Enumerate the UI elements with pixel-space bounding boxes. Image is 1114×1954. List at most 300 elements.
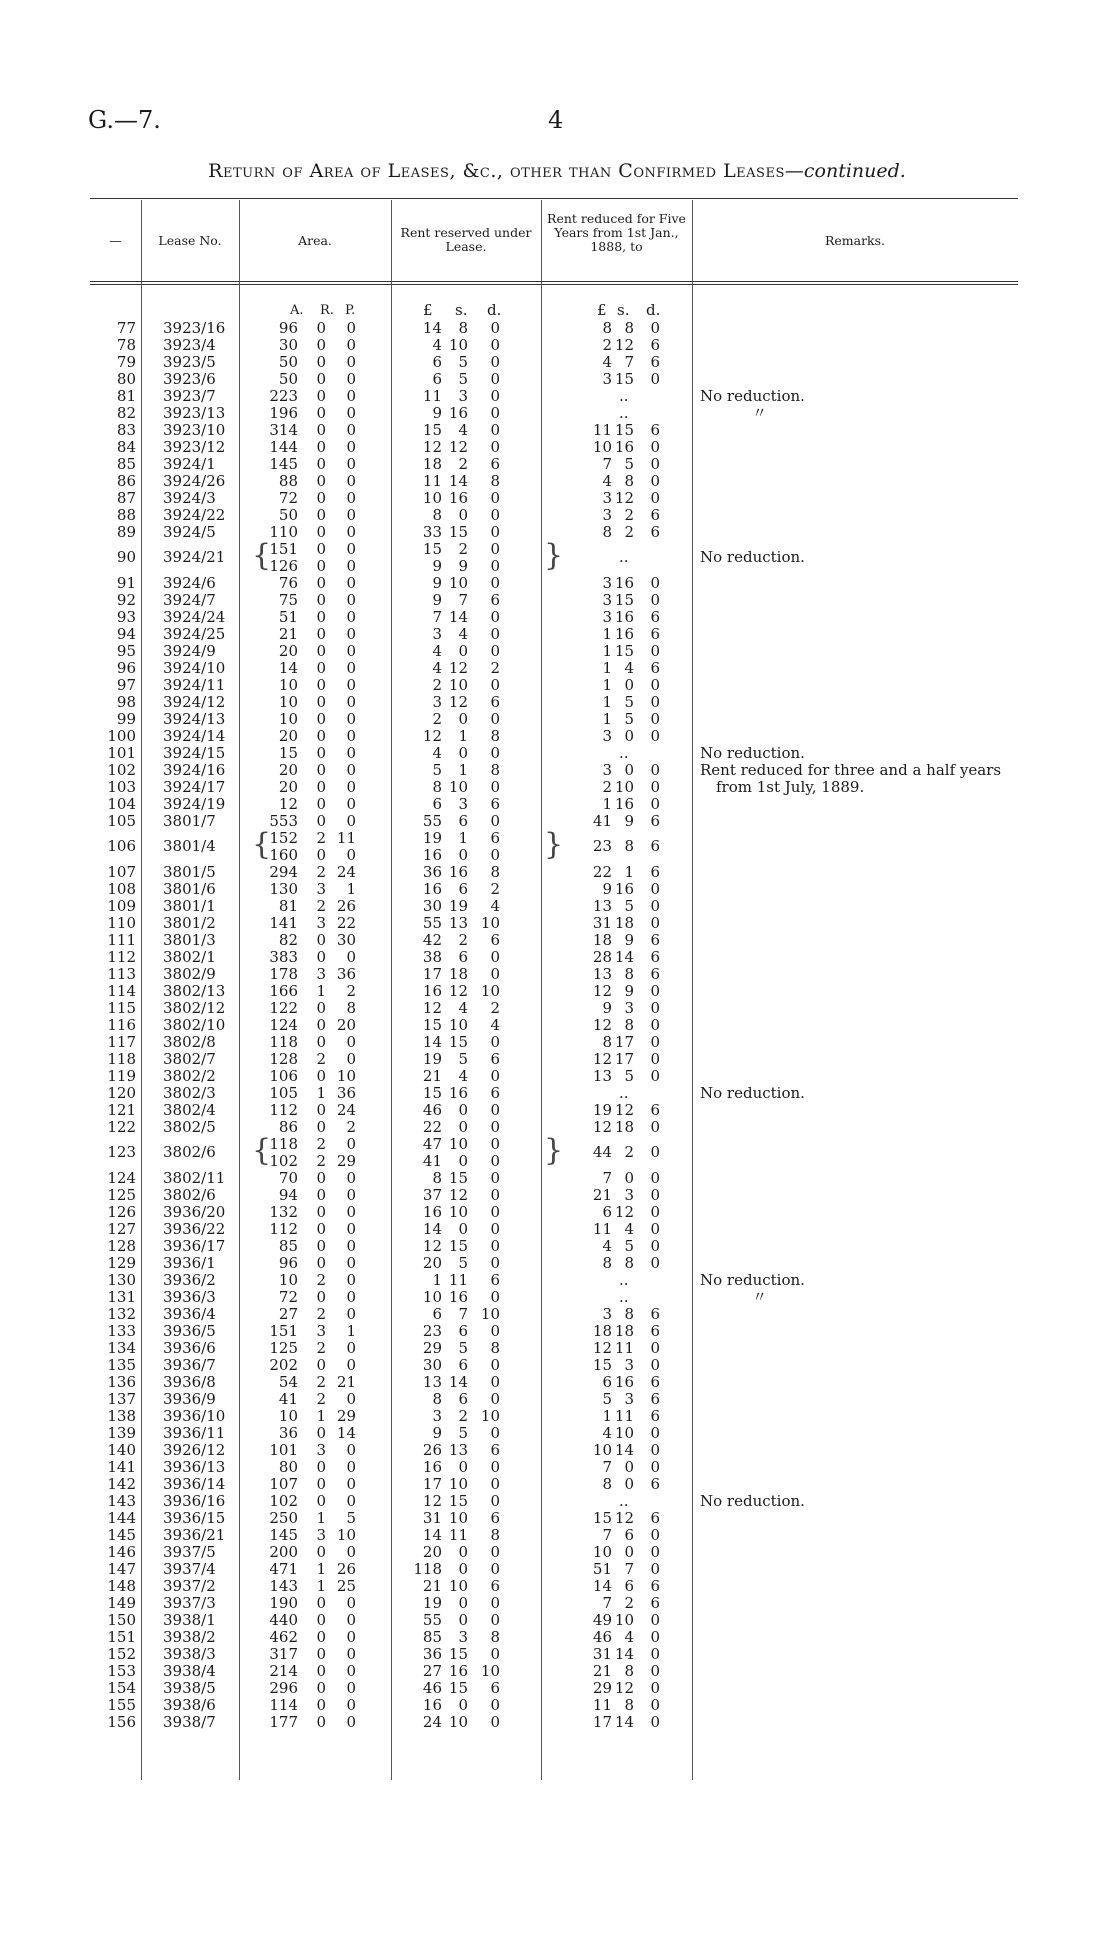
reduced-rent-value: 1	[602, 795, 612, 813]
row-number: 91	[116, 574, 136, 592]
rent-value: 6	[490, 591, 500, 609]
rent-value: 27	[422, 1662, 442, 1680]
rent-value: 7	[458, 591, 468, 609]
rent-value: 9	[432, 574, 442, 592]
row-number: 81	[116, 387, 136, 405]
rent-value: 55	[422, 914, 442, 932]
area-value: 125	[269, 1339, 298, 1357]
area-value: 553	[269, 812, 298, 830]
row-number: 88	[116, 506, 136, 524]
header-rent-reduced: Rent reduced for Five Years from 1st Jan., 1888, to	[547, 211, 686, 254]
area-value: 80	[278, 1458, 298, 1476]
area-value: 196	[269, 404, 298, 422]
table-row	[0, 745, 1114, 762]
rent-value: 2	[490, 999, 500, 1017]
area-value: 0	[346, 1169, 356, 1187]
area-value: 118	[269, 1033, 298, 1051]
area-value: 20	[278, 761, 298, 779]
reduced-rent-value: 8	[624, 1254, 634, 1272]
area-value: 0	[346, 472, 356, 490]
reduced-rent-value: 0	[650, 1118, 660, 1136]
remark: 〃	[752, 404, 768, 422]
rent-value: 8	[490, 761, 500, 779]
area-value: 0	[346, 557, 356, 575]
row-number: 100	[107, 727, 136, 745]
area-value: 70	[278, 1169, 298, 1187]
area-value: 112	[269, 1101, 298, 1119]
rent-value: 6	[490, 1441, 500, 1459]
lease-number: 3924/10	[163, 659, 226, 677]
rent-value: 0	[490, 1543, 500, 1561]
lease-number: 3801/5	[163, 863, 216, 881]
rent-value: 0	[490, 1220, 500, 1238]
table-row	[0, 1323, 1114, 1340]
reduced-rent-value: 0	[624, 761, 634, 779]
row-number: 135	[107, 1356, 136, 1374]
area-value: 314	[269, 421, 298, 439]
area-value: 0	[346, 1645, 356, 1663]
area-value: 81	[278, 897, 298, 915]
reduced-rent-value: 6	[650, 625, 660, 643]
rent-value: 11	[422, 387, 442, 405]
lease-number: 3924/5	[163, 523, 216, 541]
reduced-rent-value: 3	[624, 1390, 634, 1408]
table-row	[0, 1459, 1114, 1476]
rent-value: 0	[490, 846, 500, 864]
rent-value: 8	[432, 778, 442, 796]
reduced-rent-value: 16	[614, 880, 634, 898]
rent-value: 10	[422, 489, 442, 507]
row-number: 127	[107, 1220, 136, 1238]
reduced-rent-value: 3	[602, 370, 612, 388]
rent-value: 12	[448, 982, 468, 1000]
reduced-rent-value: 0	[650, 1356, 660, 1374]
area-value: 1	[346, 1322, 356, 1340]
rent-value: 6	[458, 1356, 468, 1374]
area-value: 2	[316, 863, 326, 881]
area-value: 5	[346, 1509, 356, 1527]
rent-value: 38	[422, 948, 442, 966]
table-row	[0, 626, 1114, 643]
area-value: 0	[316, 540, 326, 558]
reduced-rent-value: 12	[592, 1050, 612, 1068]
area-value: 0	[346, 1696, 356, 1714]
row-number: 117	[107, 1033, 136, 1051]
rent-value: 17	[422, 965, 442, 983]
lease-number: 3936/4	[163, 1305, 216, 1323]
rent-value: 6	[490, 1509, 500, 1527]
area-value: 0	[346, 1662, 356, 1680]
area-value: 0	[316, 1254, 326, 1272]
rent-value: 14	[422, 1526, 442, 1544]
reduced-rent-value: 6	[650, 608, 660, 626]
area-value: 36	[278, 1424, 298, 1442]
row-number: 116	[107, 1016, 136, 1034]
table-row	[0, 405, 1114, 422]
area-value: 0	[346, 727, 356, 745]
table-row	[0, 1221, 1114, 1238]
row-number: 90	[116, 548, 136, 566]
area-value: 0	[316, 1220, 326, 1238]
area-value: 26	[336, 897, 356, 915]
remark: No reduction.	[700, 1271, 805, 1289]
reduced-rent-none: ..	[619, 548, 629, 566]
lease-number: 3938/5	[163, 1679, 216, 1697]
reduced-rent-value: 9	[624, 931, 634, 949]
lease-number: 3938/4	[163, 1662, 216, 1680]
table-row	[0, 711, 1114, 728]
rent-value: 42	[422, 931, 442, 949]
reduced-rent-value: 7	[602, 1458, 612, 1476]
row-number: 141	[107, 1458, 136, 1476]
rent-value: 2	[458, 455, 468, 473]
rent-value: 0	[490, 1118, 500, 1136]
rent-value: 21	[422, 1067, 442, 1085]
area-value: 76	[278, 574, 298, 592]
reduced-rent-value: 0	[650, 319, 660, 337]
rent-value: 12	[422, 1492, 442, 1510]
rent-value: 7	[432, 608, 442, 626]
row-number: 130	[107, 1271, 136, 1289]
table-row	[0, 779, 1114, 796]
rent-value: 0	[490, 1033, 500, 1051]
lease-number: 3802/13	[163, 982, 226, 1000]
reduced-rent-value: 4	[602, 353, 612, 371]
row-number: 152	[107, 1645, 136, 1663]
table-row	[0, 1000, 1114, 1017]
rent-value: 1	[458, 727, 468, 745]
table-row	[0, 915, 1114, 932]
area-value: 102	[269, 1492, 298, 1510]
rent-value: 10	[448, 1475, 468, 1493]
remark: No reduction.	[700, 744, 805, 762]
reduced-rent-value: 6	[650, 1577, 660, 1595]
reduced-rent-value: 6	[602, 1203, 612, 1221]
rent-value: 6	[490, 455, 500, 473]
area-value: 151	[269, 540, 298, 558]
area-value: 0	[316, 506, 326, 524]
rent-value: 46	[422, 1101, 442, 1119]
area-value: 0	[346, 387, 356, 405]
table-row	[0, 1442, 1114, 1459]
table-row	[0, 1561, 1114, 1578]
reduced-rent-value: 7	[602, 1594, 612, 1612]
rent-value: 23	[422, 1322, 442, 1340]
rent-value: 0	[490, 965, 500, 983]
area-value: 2	[316, 1373, 326, 1391]
lease-number: 3801/7	[163, 812, 216, 830]
row-number: 137	[107, 1390, 136, 1408]
area-value: 152	[269, 829, 298, 847]
area-value: 0	[316, 421, 326, 439]
area-value: 12	[278, 795, 298, 813]
row-number: 154	[107, 1679, 136, 1697]
row-number: 92	[116, 591, 136, 609]
rent-value: 5	[432, 761, 442, 779]
lease-number: 3923/4	[163, 336, 216, 354]
rent-value: 0	[490, 1373, 500, 1391]
row-number: 109	[107, 897, 136, 915]
row-number: 98	[116, 693, 136, 711]
reduced-rent-value: 16	[614, 625, 634, 643]
table-row	[0, 337, 1114, 354]
reduced-rent-value: 1	[602, 625, 612, 643]
lease-number: 3924/17	[163, 778, 226, 796]
table-row	[0, 1102, 1114, 1119]
table-row	[0, 1612, 1114, 1629]
area-value: 30	[278, 336, 298, 354]
table-row	[0, 1051, 1114, 1068]
rent-value: 16	[422, 846, 442, 864]
rent-value: 15	[448, 1492, 468, 1510]
table-row	[0, 1255, 1114, 1272]
reduced-rent-value: 0	[650, 1016, 660, 1034]
brace-right: }	[544, 538, 564, 573]
reduced-rent-value: 0	[624, 1458, 634, 1476]
reduced-rent-value: 6	[624, 1526, 634, 1544]
reduced-rent-value: 44	[592, 1143, 612, 1161]
area-value: 0	[316, 812, 326, 830]
rent-value: 0	[490, 1475, 500, 1493]
reduced-rent-value: 6	[650, 659, 660, 677]
area-value: 72	[278, 1288, 298, 1306]
rent-value: 11	[422, 472, 442, 490]
remark: No reduction.	[700, 548, 805, 566]
area-value: 0	[346, 1543, 356, 1561]
area-value: 122	[269, 999, 298, 1017]
reduced-rent-value: 6	[650, 421, 660, 439]
area-value: 101	[269, 1441, 298, 1459]
area-value: 0	[346, 1237, 356, 1255]
rent-value: 0	[490, 1424, 500, 1442]
rent-value: 0	[458, 1611, 468, 1629]
rent-value: 13	[448, 1441, 468, 1459]
reduced-rent-value: 6	[650, 931, 660, 949]
rent-value: 0	[490, 1254, 500, 1272]
reduced-rent-value: 12	[592, 982, 612, 1000]
reduced-rent-value: 14	[614, 1441, 634, 1459]
area-value: 75	[278, 591, 298, 609]
rent-value: 118	[413, 1560, 442, 1578]
reduced-rent-value: 51	[592, 1560, 612, 1578]
area-value: 3	[316, 914, 326, 932]
reduced-rent-value: 3	[602, 727, 612, 745]
reduced-rent-value: 18	[592, 931, 612, 949]
reduced-rent-value: 4	[624, 1220, 634, 1238]
table-row	[0, 538, 1114, 575]
reduced-rent-value: 16	[614, 608, 634, 626]
row-number: 106	[107, 837, 136, 855]
reduced-rent-value: 0	[650, 1186, 660, 1204]
row-number: 104	[107, 795, 136, 813]
area-value: 3	[316, 1441, 326, 1459]
rent-value: 16	[422, 1458, 442, 1476]
lease-number: 3938/6	[163, 1696, 216, 1714]
area-value: 0	[316, 1645, 326, 1663]
row-number: 147	[107, 1560, 136, 1578]
rent-value: 0	[490, 1645, 500, 1663]
rent-value: 0	[458, 1594, 468, 1612]
lease-number: 3936/11	[163, 1424, 226, 1442]
row-number: 119	[107, 1067, 136, 1085]
reduced-rent-value: 0	[650, 676, 660, 694]
rent-value: 46	[422, 1679, 442, 1697]
reduced-rent-value: 0	[650, 761, 660, 779]
reduced-rent-value: 3	[624, 1186, 634, 1204]
table-row	[0, 575, 1114, 592]
area-value: 107	[269, 1475, 298, 1493]
lease-number: 3923/7	[163, 387, 216, 405]
row-number: 143	[107, 1492, 136, 1510]
rent-value: 15	[448, 1679, 468, 1697]
rent-value: 0	[490, 353, 500, 371]
reduced-rent-value: 8	[624, 1016, 634, 1034]
table-row	[0, 1204, 1114, 1221]
reduced-rent-value: 14	[592, 1577, 612, 1595]
reduced-rent-value: 4	[602, 472, 612, 490]
rent-value: 10	[480, 982, 500, 1000]
area-value: 88	[278, 472, 298, 490]
reduced-rent-value: 14	[614, 1645, 634, 1663]
header-remarks: Remarks.	[824, 233, 886, 248]
reduced-rent-value: 6	[650, 837, 660, 855]
brace-left: {	[252, 538, 272, 573]
area-value: 296	[269, 1679, 298, 1697]
area-value: 0	[316, 710, 326, 728]
row-number: 121	[107, 1101, 136, 1119]
lease-number: 3938/2	[163, 1628, 216, 1646]
table-row	[0, 1544, 1114, 1561]
rent-value: 0	[490, 744, 500, 762]
rent-value: 0	[490, 574, 500, 592]
lease-number: 3937/3	[163, 1594, 216, 1612]
rent-value: 10	[448, 574, 468, 592]
lease-number: 3938/3	[163, 1645, 216, 1663]
area-value: 0	[316, 1118, 326, 1136]
area-value: 94	[278, 1186, 298, 1204]
row-number: 128	[107, 1237, 136, 1255]
reduced-rent-none: ..	[619, 1084, 629, 1102]
area-value: 0	[316, 744, 326, 762]
lease-number: 3936/17	[163, 1237, 226, 1255]
area-value: 41	[278, 1390, 298, 1408]
rent-value: 6	[490, 829, 500, 847]
area-value: 0	[316, 319, 326, 337]
reduced-rent-value: 9	[624, 812, 634, 830]
page-number: 4	[548, 106, 564, 134]
area-value: 54	[278, 1373, 298, 1391]
table-row	[0, 1629, 1114, 1646]
rent-value: 14	[448, 608, 468, 626]
table-row	[0, 1578, 1114, 1595]
rent-value: 3	[458, 1628, 468, 1646]
area-value: 124	[269, 1016, 298, 1034]
rent-value: 0	[490, 387, 500, 405]
reduced-rent-value: 0	[650, 880, 660, 898]
area-value: 0	[346, 1186, 356, 1204]
rent-value: 0	[490, 1458, 500, 1476]
table-row	[0, 592, 1114, 609]
area-value: 0	[316, 1033, 326, 1051]
reduced-rent-value: 5	[624, 455, 634, 473]
area-value: 132	[269, 1203, 298, 1221]
area-value: 0	[316, 948, 326, 966]
reduced-rent-value: 8	[624, 1696, 634, 1714]
reduced-rent-value: 0	[650, 370, 660, 388]
table-row	[0, 827, 1114, 864]
reduced-rent-value: 0	[650, 1560, 660, 1578]
area-value: 0	[346, 625, 356, 643]
row-number: 150	[107, 1611, 136, 1629]
rent-value: 4	[458, 421, 468, 439]
header-lease-no: Lease No.	[158, 233, 222, 248]
unit-red-pence: d.	[646, 301, 661, 319]
row-number: 89	[116, 523, 136, 541]
lease-number: 3802/6	[163, 1143, 216, 1161]
rent-value: 5	[458, 353, 468, 371]
row-number: 82	[116, 404, 136, 422]
rent-value: 4	[458, 625, 468, 643]
reduced-rent-value: 46	[592, 1628, 612, 1646]
reduced-rent-value: 0	[650, 693, 660, 711]
area-value: 0	[346, 1679, 356, 1697]
area-value: 82	[278, 931, 298, 949]
area-value: 0	[346, 676, 356, 694]
area-value: 0	[346, 336, 356, 354]
reduced-rent-value: 6	[650, 863, 660, 881]
reduced-rent-value: 11	[592, 1696, 612, 1714]
rent-value: 4	[432, 336, 442, 354]
lease-number: 3924/1	[163, 455, 216, 473]
area-value: 20	[336, 1016, 356, 1034]
reduced-rent-value: 6	[650, 1475, 660, 1493]
reduced-rent-value: 13	[592, 1067, 612, 1085]
rent-value: 15	[448, 1033, 468, 1051]
rent-value: 0	[490, 1390, 500, 1408]
area-value: 36	[336, 965, 356, 983]
rent-value: 20	[422, 1254, 442, 1272]
header-bottom-rule-2	[90, 284, 1018, 285]
table-row	[0, 1697, 1114, 1714]
rent-value: 0	[458, 1118, 468, 1136]
table-row	[0, 490, 1114, 507]
area-value: 1	[316, 1084, 326, 1102]
reduced-rent-value: 17	[614, 1050, 634, 1068]
rent-value: 6	[458, 880, 468, 898]
area-value: 3	[316, 1322, 326, 1340]
reduced-rent-value: 12	[592, 1339, 612, 1357]
rent-value: 2	[432, 710, 442, 728]
reduced-rent-value: 0	[650, 1237, 660, 1255]
area-value: 27	[278, 1305, 298, 1323]
reduced-rent-value: 0	[650, 1526, 660, 1544]
reduced-rent-value: 31	[592, 914, 612, 932]
area-value: 20	[278, 727, 298, 745]
area-value: 0	[346, 1390, 356, 1408]
area-value: 0	[316, 1067, 326, 1085]
reduced-rent-value: 0	[650, 999, 660, 1017]
lease-number: 3936/15	[163, 1509, 226, 1527]
row-number: 80	[116, 370, 136, 388]
row-number: 83	[116, 421, 136, 439]
rent-value: 2	[458, 1407, 468, 1425]
lease-number: 3801/4	[163, 837, 216, 855]
table-row	[0, 354, 1114, 371]
area-value: 0	[346, 1713, 356, 1731]
rent-value: 15	[448, 1169, 468, 1187]
rent-value: 8	[490, 727, 500, 745]
area-value: 102	[269, 1152, 298, 1170]
